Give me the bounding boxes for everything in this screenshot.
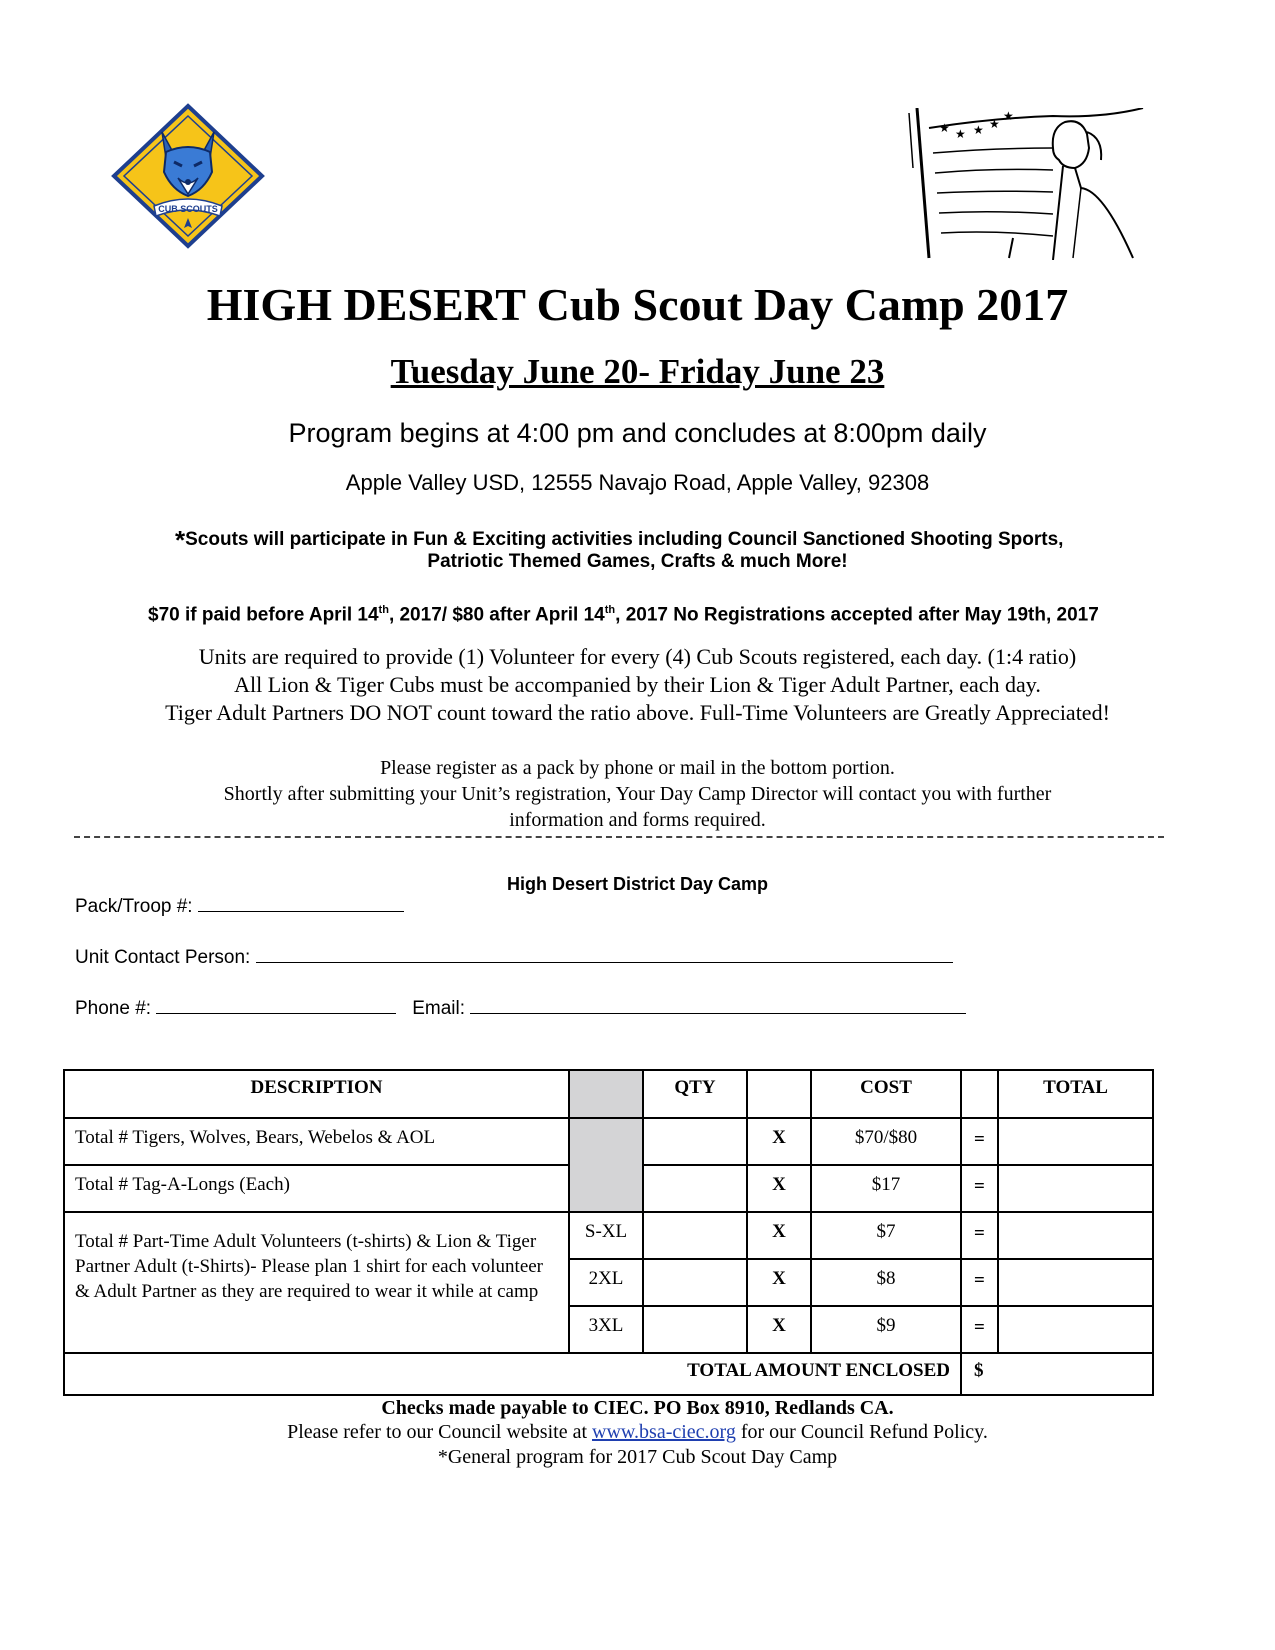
gray-header-cell [569, 1070, 643, 1118]
blank-header-cell [961, 1070, 998, 1118]
equals-sign: = [961, 1165, 998, 1212]
table-row [64, 1118, 1153, 1165]
times-sign: X [747, 1118, 811, 1165]
gray-cell [569, 1118, 643, 1212]
patriot-flag-illustration [903, 108, 1158, 260]
pack-troop-input[interactable] [198, 893, 404, 912]
equals-sign: = [961, 1306, 998, 1353]
volunteer-rule: Units are required to provide (1) Volunteer for every (4) Cub Scouts registered, each day. (1:4 ratio) [198, 644, 1077, 669]
equals-sign: = [961, 1118, 998, 1165]
phone-input[interactable] [156, 995, 396, 1014]
total-header: TOTAL [998, 1070, 1153, 1118]
cost-header: COST [811, 1070, 961, 1118]
svg-text:★: ★ [973, 123, 984, 137]
table-row [64, 1212, 1153, 1259]
shirt-size: 2XL [569, 1259, 643, 1306]
row-cost: $70/$80 [811, 1118, 961, 1165]
total-input-cell[interactable] [998, 1212, 1153, 1259]
total-input-cell[interactable] [998, 1259, 1153, 1306]
pack-troop-field[interactable] [75, 893, 404, 918]
forms-required-note: information and forms required. [509, 809, 766, 831]
refund-policy-note: Please refer to our Council website at www.bsa-ciec.org for our Council Refund Policy. [287, 1421, 988, 1443]
email-label: Email: [412, 998, 465, 1019]
registration-note: Please register as a pack by phone or mail in the bottom portion. [380, 757, 895, 779]
form-heading: High Desert District Day Camp [506, 874, 769, 894]
contact-person-input[interactable] [256, 944, 953, 963]
volunteer-description: Total # Part-Time Adult Volunteers (t-shirts) & Lion & Tiger Partner Adult (t-Shirts)- Please plan 1 shirt for each volunteer & Adult Partner as they are required to wear it while at camp [64, 1212, 569, 1353]
shirt-size: S-XL [569, 1212, 643, 1259]
activities-line-2: Patriotic Themed Games, Crafts & much More! [427, 551, 848, 572]
qty-input-cell[interactable] [643, 1118, 747, 1165]
director-contact-note: Shortly after submitting your Unit’s registration, Your Day Camp Director will contact you with further [223, 783, 1052, 805]
order-table [63, 1069, 1154, 1396]
row-description: Total # Tigers, Wolves, Bears, Webelos & AOL [64, 1118, 569, 1165]
total-amount-input[interactable]: $ [961, 1353, 1153, 1395]
pricing-info: $70 if paid before April 14th, 2017/ $80 after April 14th, 2017 No Registrations accepted after May 19th, 2017 [148, 604, 1099, 626]
phone-label: Phone #: [75, 998, 152, 1019]
camp-address: Apple Valley USD, 12555 Navajo Road, Apple Valley, 92308 [345, 470, 930, 495]
phone-email-field[interactable] [75, 995, 966, 1020]
total-input-cell[interactable] [998, 1165, 1153, 1212]
row-cost: $8 [811, 1259, 961, 1306]
times-sign: X [747, 1212, 811, 1259]
times-sign: X [747, 1306, 811, 1353]
qty-input-cell[interactable] [643, 1306, 747, 1353]
times-sign: X [747, 1259, 811, 1306]
qty-input-cell[interactable] [643, 1165, 747, 1212]
total-row [64, 1353, 1153, 1395]
pack-troop-label: Pack/Troop #: [75, 896, 193, 917]
row-cost: $9 [811, 1306, 961, 1353]
equals-sign: = [961, 1212, 998, 1259]
lion-tiger-rule: All Lion & Tiger Cubs must be accompanied by their Lion & Tiger Adult Partner, each day. [234, 672, 1041, 697]
svg-text:★: ★ [939, 121, 950, 135]
cut-line [74, 836, 1164, 838]
activities-line-1: *Scouts will participate in Fun & Exciting activities including Council Sanctioned Shooting Sports, [175, 525, 1064, 555]
contact-person-label: Unit Contact Person: [75, 947, 251, 968]
tiger-partner-rule: Tiger Adult Partners DO NOT count toward the ratio above. Full-Time Volunteers are Greatly Appreciated! [165, 700, 1110, 725]
table-header-row [64, 1070, 1153, 1118]
svg-text:★: ★ [989, 117, 1000, 131]
row-description: Total # Tag-A-Longs (Each) [64, 1165, 569, 1212]
blank-header-cell [747, 1070, 811, 1118]
total-input-cell[interactable] [998, 1118, 1153, 1165]
program-times: Program begins at 4:00 pm and concludes at 8:00pm daily [288, 418, 987, 448]
svg-text:★: ★ [955, 127, 966, 141]
equals-sign: = [961, 1259, 998, 1306]
council-website-link[interactable]: www.bsa-ciec.org [592, 1421, 736, 1443]
checks-payable-note: Checks made payable to CIEC. PO Box 8910, Redlands CA. [381, 1397, 894, 1419]
qty-input-cell[interactable] [643, 1212, 747, 1259]
description-header: DESCRIPTION [64, 1070, 569, 1118]
total-amount-label: TOTAL AMOUNT ENCLOSED [64, 1353, 961, 1395]
shirt-size: 3XL [569, 1306, 643, 1353]
row-cost: $7 [811, 1212, 961, 1259]
email-input[interactable] [470, 995, 966, 1014]
camp-dates: Tuesday June 20- Friday June 23 [390, 352, 885, 391]
logo-text: CUB SCOUTS [158, 204, 218, 214]
contact-person-field[interactable] [75, 944, 953, 969]
total-input-cell[interactable] [998, 1306, 1153, 1353]
row-cost: $17 [811, 1165, 961, 1212]
qty-input-cell[interactable] [643, 1259, 747, 1306]
qty-header: QTY [643, 1070, 747, 1118]
times-sign: X [747, 1165, 811, 1212]
general-program-note: *General program for 2017 Cub Scout Day Camp [437, 1446, 838, 1468]
page-title: HIGH DESERT Cub Scout Day Camp 2017 [206, 279, 1069, 330]
svg-text:★: ★ [1003, 109, 1014, 123]
cub-scouts-logo [108, 102, 268, 250]
